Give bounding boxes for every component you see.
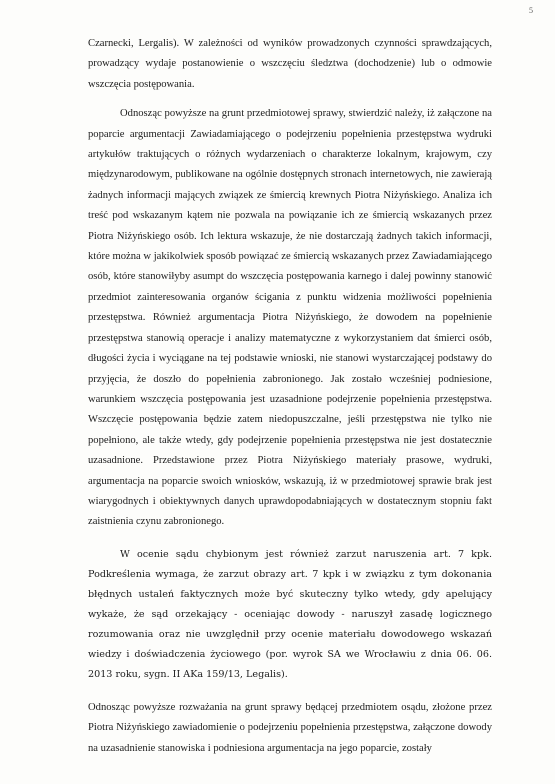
document-body [88,34,492,759]
paragraph-1: Czarnecki, Lergalis). W zależności od wyników prowadzonych czynności sprawdzających, prowadzący wydaje postanowienie o wszczęciu śledztwa (dochodzenie) lub o odmowie wszczęcia postępowania. [88,38,492,90]
paragraph-3: W ocenie sądu chybionym jest również zarzut naruszenia art. 7 kpk. Podkreślenia wymaga, że zarzut obrazy art. 7 kpk i w związku z tym dokonania błędnych ustaleń faktycznych może być skuteczny tylko wtedy, gdy apelujący wykaże, że sąd orzekający - oceniając dowody - naruszył zasadę logicznego rozumowania oraz nie uwzględnił przy ocenie materiału dowodowego wskazań wiedzy i doświadczenia życiowego (por. wyrok SA we Wrocławiu z dnia 06. 06. 2013 roku, sygn. II AKa 159/13, Legalis). [88,548,492,680]
page-number: 5 [529,6,533,15]
paragraph-4: Odnosząc powyższe rozważania na grunt sprawy będącej przedmiotem osądu, złożone przez Piotra Niżyńskiego zawiadomienie o podejrzeniu popełnienia przestępstwa, załączone dowody na uzasadnienie stanowiska i podniesiona argumentacja na jego poparcie, zostały [88,701,492,754]
paragraph-2: Odnosząc powyższe na grunt przedmiotowej sprawy, stwierdzić należy, iż załączone na poparcie argumentacji Zawiadamiającego o podejrzeniu popełnienia przestępstwa wydruki artykułów traktujących o różnych wydarzeniach o charakterze lokalnym, krajowym, czy międzynarodowym, publikowane na ogólnie dostępnych stronach internetowych, nie zawierają żadnych informacji mających związek ze śmiercią krewnych Piotra Niżyńskiego. Analiza ich treść pod wskazanym kątem nie pozwala na powiązanie ich ze śmiercią wskazanych przez Piotra Niżyńskiego osób. Ich lektura wskazuje, że nie dostarczają żadnych takich informacji, które można w jakikolwiek sposób powiązać ze śmiercią wskazanych przez Zawiadamiającego osób, które stanowiłyby asumpt do wszczęcia postępowania karnego i dalej powinny stanowić przedmiot zainteresowania organów ścigania z punktu widzenia możliwości popełnienia przestępstwa. Również argumentacja Piotra Niżyńskiego, że dowodem na popełnienie przestępstwa stanowią operacje i analizy matematyczne z wykorzystaniem dat śmierci osób, długości życia i wyciągane na tej podstawie wnioski, nie stanowi wystarczającej podstawy do przyjęcia, że doszło do popełnienia zabronionego. Jak zostało wcześniej podniesione, warunkiem wszczęcia postępowania jest uzasadnione podejrzenie popełnienia przestępstwa. Wszczęcie postępowania będzie zatem niedopuszczalne, jeśli przestępstwa nie tylko nie popełniono, ale także wtedy, gdy podejrzenie popełnienia przestępstwa nie jest dostatecznie uzasadnione. Przedstawione przez Piotra Niżyńskiego materiały prasowe, wydruki, argumentacja na poparcie swoich wniosków, wskazują, iż w przedmiotowej sprawie brak jest wiarygodnych i obiektywnych danych uprawdopodabniających w dostatecznym stopniu fakt zaistnienia czynu zabronionego. [88,108,492,528]
